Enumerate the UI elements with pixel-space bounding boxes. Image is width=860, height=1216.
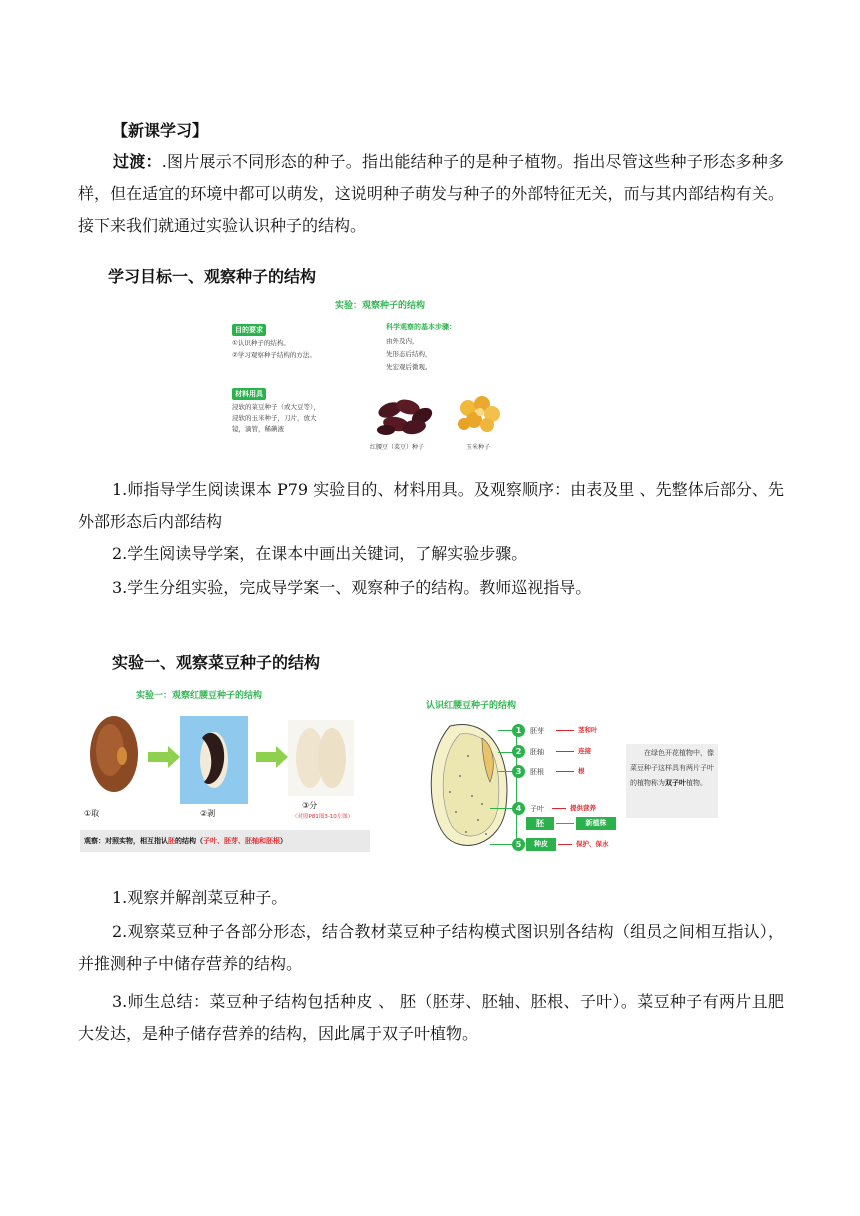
figure3-title: 认识红腰豆种子的结构	[426, 701, 517, 711]
part-number: 2	[512, 745, 525, 758]
peeled-bean-image	[180, 716, 248, 804]
part-label: 子叶	[530, 805, 544, 813]
intro-text: .图片展示不同形态的种子。指出能结种子的是种子植物。指出尽管这些种子形态多种多样，但在适宜的环境中都可以萌发，这说明种子萌发与种子的外部特征无关，而与其内部结构有关。接下来我们就通过实验认识种子的结构。	[78, 152, 784, 235]
new-plant-box: 新植株	[576, 817, 616, 830]
tag-materials: 材料用具	[232, 388, 266, 400]
part-number: 4	[512, 802, 525, 815]
figure-bean-dissection	[80, 684, 370, 856]
list1-item: 2.学生阅读导学案，在课本中画出关键词，了解实验步骤。	[112, 544, 528, 563]
step-item: 由外及内，	[386, 337, 419, 345]
embryo-arrow	[556, 823, 574, 824]
part-number: 1	[512, 724, 525, 737]
role-line	[552, 808, 566, 809]
part-number: 5	[512, 838, 525, 851]
list1-item: 1.师指导学生阅读课本 P79 实验目的、材料用具。及观察顺序：由表及里 、先整体后部分、先外部形态后内部结构	[78, 480, 784, 531]
tag-purpose: 目的要求	[232, 324, 266, 336]
part-role: 提供营养	[570, 804, 596, 812]
corn-seed-image	[454, 392, 504, 436]
purpose-item: ①认识种子的结构。	[232, 339, 290, 347]
role-line	[556, 730, 574, 731]
part-label: 胚根	[530, 768, 544, 776]
intro-lead: 过渡：	[113, 152, 162, 171]
list2-item: 3.师生总结：菜豆种子结构包括种皮 、 胚（胚芽、胚轴、胚根、子叶）。菜豆种子有两片且肥大发达，是种子储存营养的结构，因此属于双子叶植物。	[78, 992, 784, 1043]
embryo-box: 胚	[526, 817, 554, 830]
figure-bean-structure	[420, 690, 720, 858]
seed-coat-role: 保护、保水	[576, 840, 609, 848]
role-line	[556, 751, 574, 752]
step-take: ①取	[84, 809, 100, 818]
part-label: 胚芽	[530, 727, 544, 735]
experiment-heading: 实验一、观察菜豆种子的结构	[112, 653, 321, 672]
dicot-note: 在绿色开花植物中，像菜豆种子这样具有两片子叶的植物称为双子叶植物。	[626, 744, 718, 818]
arrow-1-head	[168, 746, 180, 768]
arrow-2-head	[276, 746, 288, 768]
intro-paragraph	[78, 146, 784, 242]
role-line	[556, 771, 574, 772]
observe-text: 观察：对照实物，相互指认胚的结构（子叶、胚芽、胚轴和胚根）	[84, 837, 287, 845]
section-heading: 【新课学习】	[112, 121, 209, 140]
purpose-item: ②学习观察种子结构的方法。	[232, 351, 316, 359]
figure2-title: 实验一：观察红腰豆种子的结构	[136, 691, 263, 701]
objective-heading: 学习目标一、观察种子的结构	[108, 267, 317, 286]
steps-title: 科学观察的基本步骤：	[386, 323, 456, 331]
figure-seed-experiment	[230, 292, 530, 454]
part-role: 茎和叶	[578, 726, 598, 734]
list2-item: 2.观察菜豆种子各部分形态，结合教材菜豆种子结构模式图识别各结构（组员之间相互指认），并推测种子中储存营养的结构。	[78, 922, 784, 973]
caption-corn: 玉米种子	[466, 444, 491, 451]
part-label: 胚轴	[530, 748, 544, 756]
step-split-note: （对照P81图3-10左图）	[292, 814, 354, 820]
role-line	[558, 844, 572, 845]
step-peel: ②剥	[200, 809, 216, 818]
step-split: ③分	[302, 801, 318, 810]
caption-bean: 红腰豆（菜豆）种子	[370, 444, 425, 451]
list2-item: 1.观察并解剖菜豆种子。	[112, 888, 288, 907]
materials-text: 浸软的菜豆种子（或大豆等）， 浸软的玉米种子，刀片，放大 镜，滴管，稀碘液	[232, 403, 320, 433]
list1-item: 3.学生分组实验，完成导学案一、观察种子的结构。教师巡视指导。	[112, 578, 592, 597]
part-role: 连接	[578, 747, 591, 755]
step-item: 先宏观后微观。	[386, 363, 432, 371]
seed-coat-box: 种皮	[526, 838, 556, 851]
kidney-bean-image	[372, 394, 438, 438]
part-number: 3	[512, 765, 525, 778]
whole-bean-image	[84, 712, 144, 796]
figure1-title: 实验：观察种子的结构	[334, 301, 425, 311]
arrow-2	[256, 752, 278, 762]
bean-structure-diagram	[420, 716, 516, 858]
part-role: 根	[578, 767, 585, 775]
step-item: 先形态后结构，	[386, 350, 432, 358]
split-bean-image	[288, 720, 354, 796]
arrow-1	[148, 752, 170, 762]
